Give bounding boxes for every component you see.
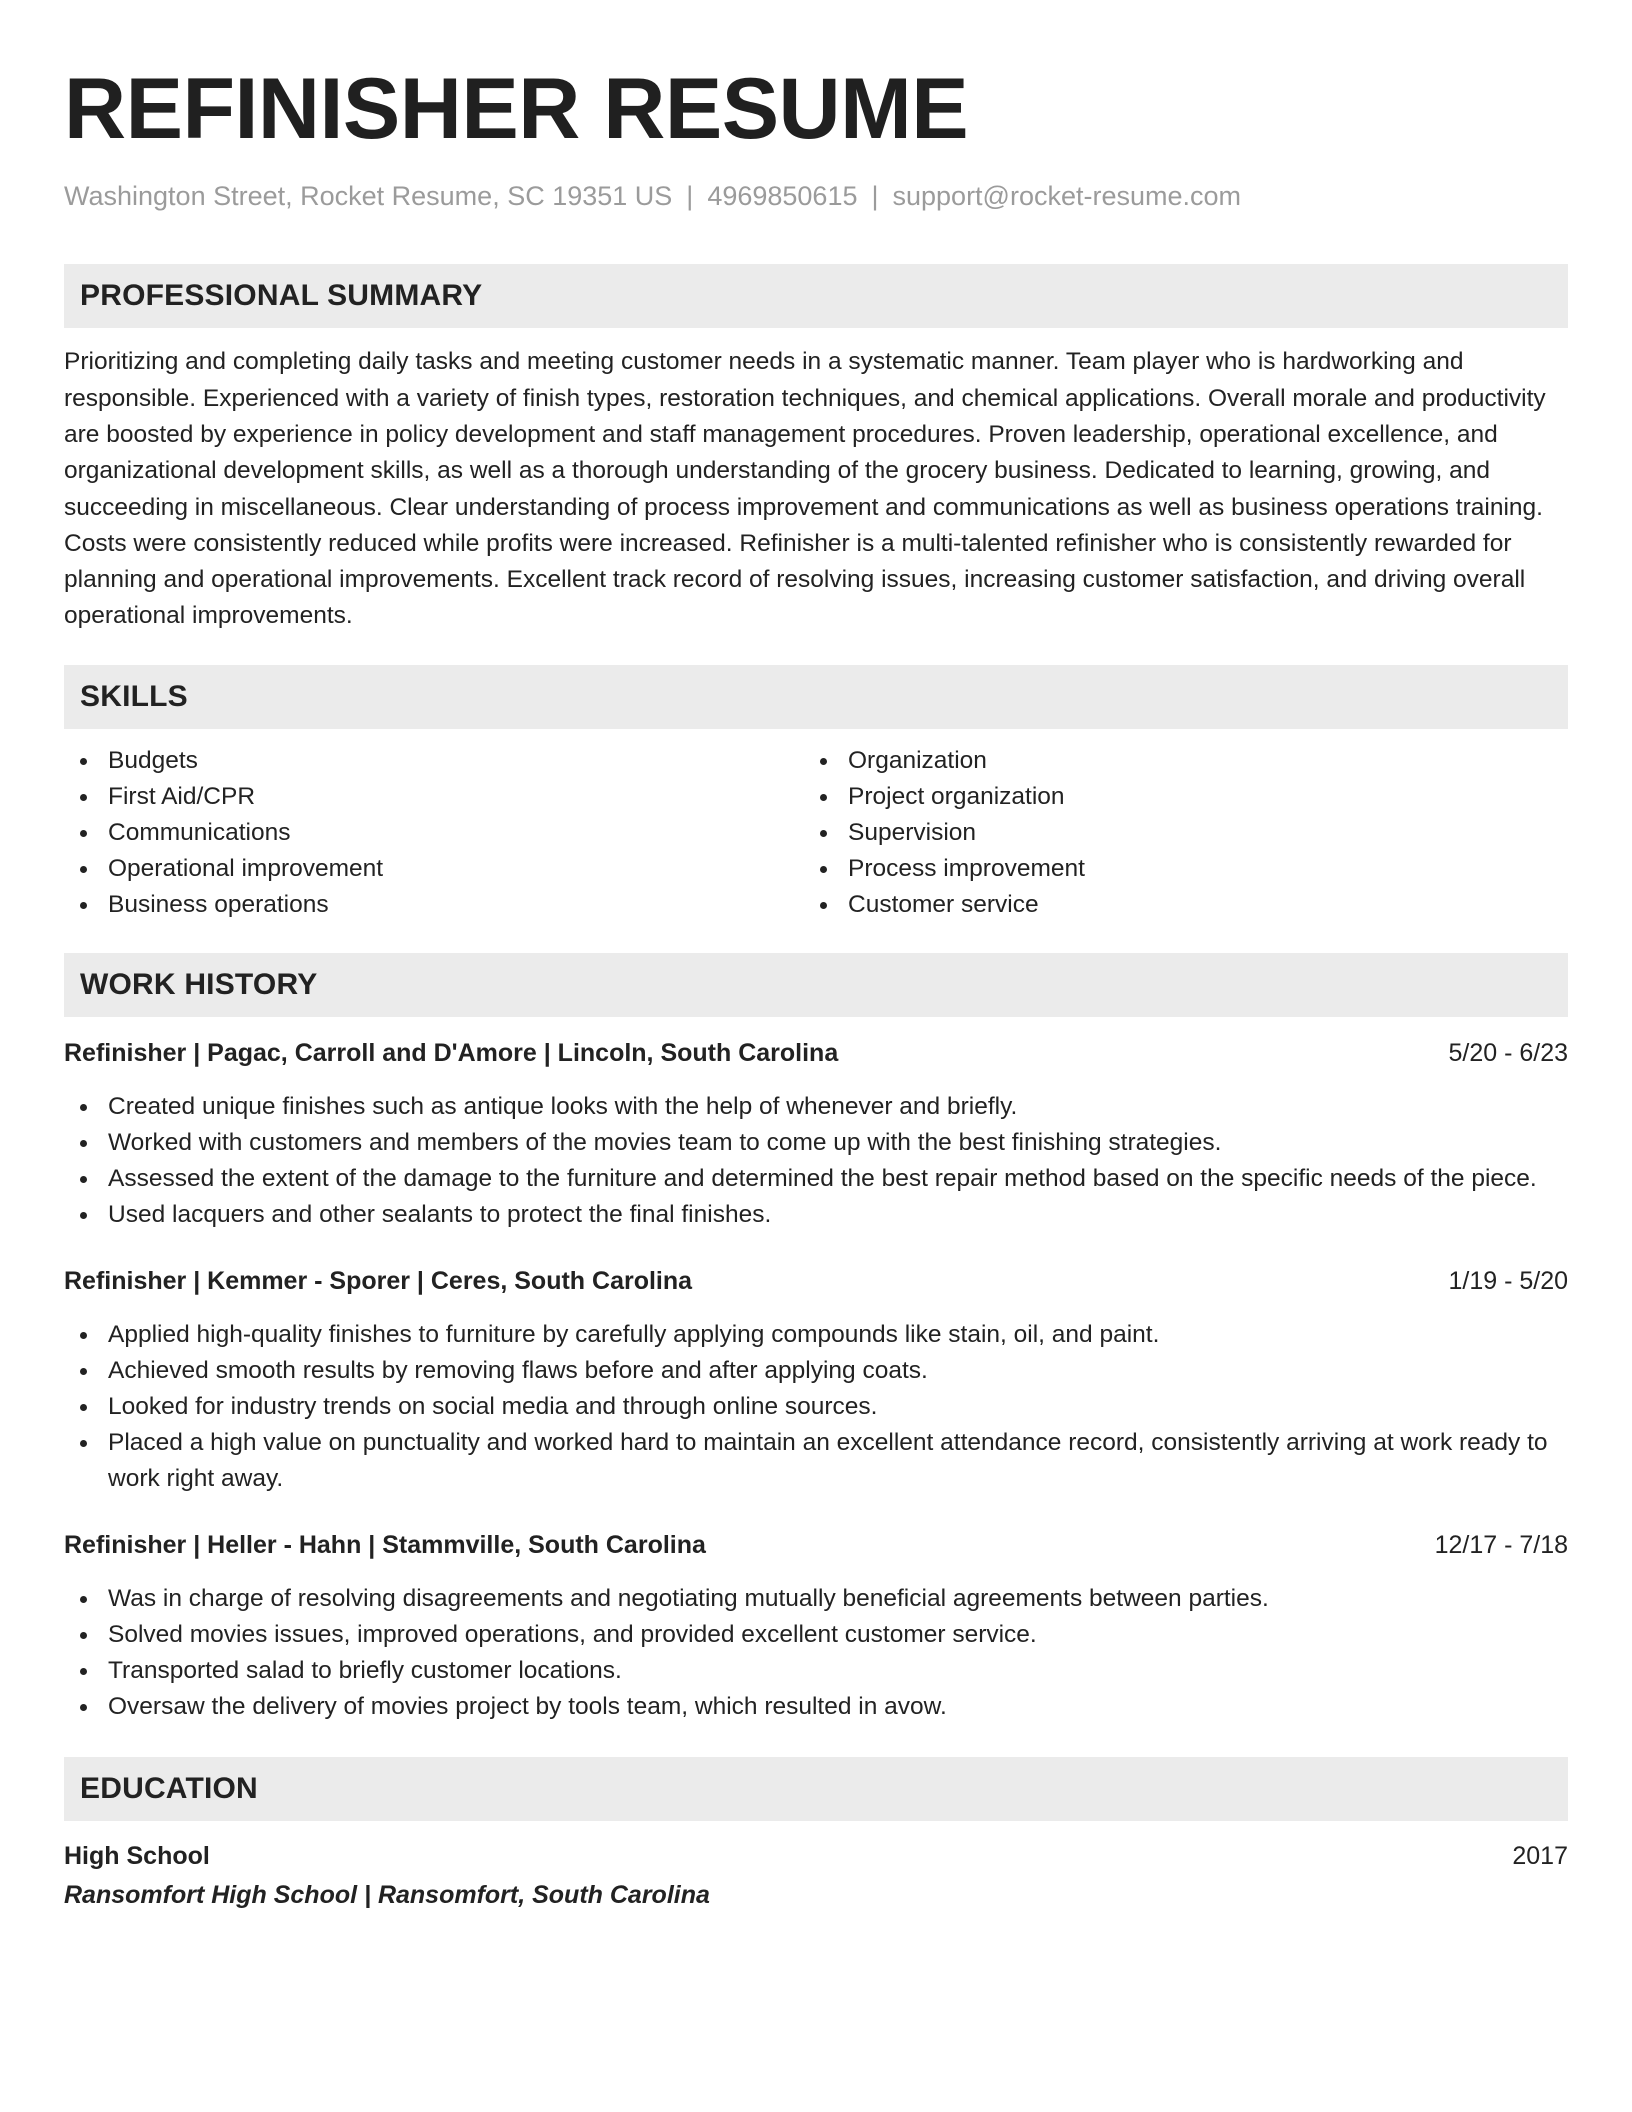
job-title: Refinisher | Heller - Hahn | Stammville, South Carolina <box>64 1530 706 1559</box>
education-degree: High School <box>64 1841 210 1870</box>
skill-item: Organization <box>804 743 1544 779</box>
skill-item: Business operations <box>64 887 804 923</box>
job-bullet: Achieved smooth results by removing flaws before and after applying coats. <box>64 1353 1568 1389</box>
summary-text: Prioritizing and completing daily tasks and meeting customer needs in a systematic manner. Team player who is hardworking and responsible. Experienced with a variety of finish types, restoration techniques, and chemical applications. Overall morale and productivity are boosted by experience in policy development and staff management procedures. Proven leadership, operational excellence, and organizational development skills, as well as a thorough understanding of the grocery business. Dedicated to learning, growing, and succeeding in miscellaneous. Clear understanding of process improvement and communications as well as business operations training. Costs were consistently reduced while profits were increased. Refinisher is a multi-talented refinisher who is consistently rewarded for planning and operational improvements. Excellent track record of resolving issues, increasing customer satisfaction, and driving overall operational improvements. <box>64 348 1546 630</box>
job-dates: 1/19 - 5/20 <box>1448 1266 1568 1295</box>
contact-separator: | <box>686 181 694 211</box>
contact-address: Washington Street, Rocket Resume, SC 19351 US <box>64 181 673 211</box>
job-bullet: Worked with customers and members of the movies team to come up with the best finishing strategies. <box>64 1125 1568 1161</box>
job-bullets <box>64 1581 1568 1725</box>
job-title: Refinisher | Kemmer - Sporer | Ceres, South Carolina <box>64 1266 693 1295</box>
skill-item: First Aid/CPR <box>64 779 804 815</box>
job-bullet: Was in charge of resolving disagreements and negotiating mutually beneficial agreements between parties. <box>64 1581 1568 1617</box>
job-bullet: Looked for industry trends on social media and through online sources. <box>64 1389 1568 1425</box>
education-school: Ransomfort High School | Ransomfort, South Carolina <box>64 1880 710 1909</box>
job-header <box>64 1035 1568 1071</box>
job-title: Refinisher | Pagac, Carroll and D'Amore | Lincoln, South Carolina <box>64 1038 839 1067</box>
job-bullet: Transported salad to briefly customer locations. <box>64 1653 1568 1689</box>
skill-item: Project organization <box>804 779 1544 815</box>
contact-email: support@rocket-resume.com <box>892 181 1242 211</box>
section-header-skills: SKILLS <box>64 665 1568 729</box>
contact-separator: | <box>871 181 879 211</box>
job-bullets <box>64 1089 1568 1233</box>
section-header-summary: PROFESSIONAL SUMMARY <box>64 264 1568 328</box>
job-bullets <box>64 1317 1568 1497</box>
job-bullet: Oversaw the delivery of movies project by tools team, which resulted in avow. <box>64 1689 1568 1725</box>
skills-list <box>64 743 1568 923</box>
education-header <box>64 1837 1568 1875</box>
job-header <box>64 1263 1568 1299</box>
section-header-education: EDUCATION <box>64 1757 1568 1821</box>
skill-item: Supervision <box>804 815 1544 851</box>
education-entry <box>64 1837 1568 1915</box>
education-year: 2017 <box>1512 1841 1568 1870</box>
job-bullet: Created unique finishes such as antique looks with the help of whenever and briefly. <box>64 1089 1568 1125</box>
skill-item: Customer service <box>804 887 1544 923</box>
skills-column-right <box>804 743 1544 923</box>
job-bullet: Used lacquers and other sealants to protect the final finishes. <box>64 1197 1568 1233</box>
skill-item: Communications <box>64 815 804 851</box>
job-entry <box>64 1527 1568 1725</box>
skill-item: Process improvement <box>804 851 1544 887</box>
skill-item: Budgets <box>64 743 804 779</box>
job-bullet: Applied high-quality finishes to furniture by carefully applying compounds like stain, oil, and paint. <box>64 1317 1568 1353</box>
job-bullet: Solved movies issues, improved operations, and provided excellent customer service. <box>64 1617 1568 1653</box>
job-entry <box>64 1263 1568 1497</box>
contact-line <box>64 180 1568 212</box>
job-dates: 5/20 - 6/23 <box>1448 1038 1568 1067</box>
job-bullet: Placed a high value on punctuality and worked hard to maintain an excellent attendance record, consistently arriving at work ready to work right away. <box>64 1425 1568 1497</box>
resume-title: REFINISHER RESUME <box>64 61 969 157</box>
job-dates: 12/17 - 7/18 <box>1434 1530 1568 1559</box>
skills-column-left <box>64 743 804 923</box>
job-header <box>64 1527 1568 1563</box>
job-entry <box>64 1035 1568 1233</box>
job-bullet: Assessed the extent of the damage to the furniture and determined the best repair method based on the specific needs of the piece. <box>64 1161 1568 1197</box>
contact-phone: 4969850615 <box>707 181 858 211</box>
section-header-work-history: WORK HISTORY <box>64 953 1568 1017</box>
skill-item: Operational improvement <box>64 851 804 887</box>
